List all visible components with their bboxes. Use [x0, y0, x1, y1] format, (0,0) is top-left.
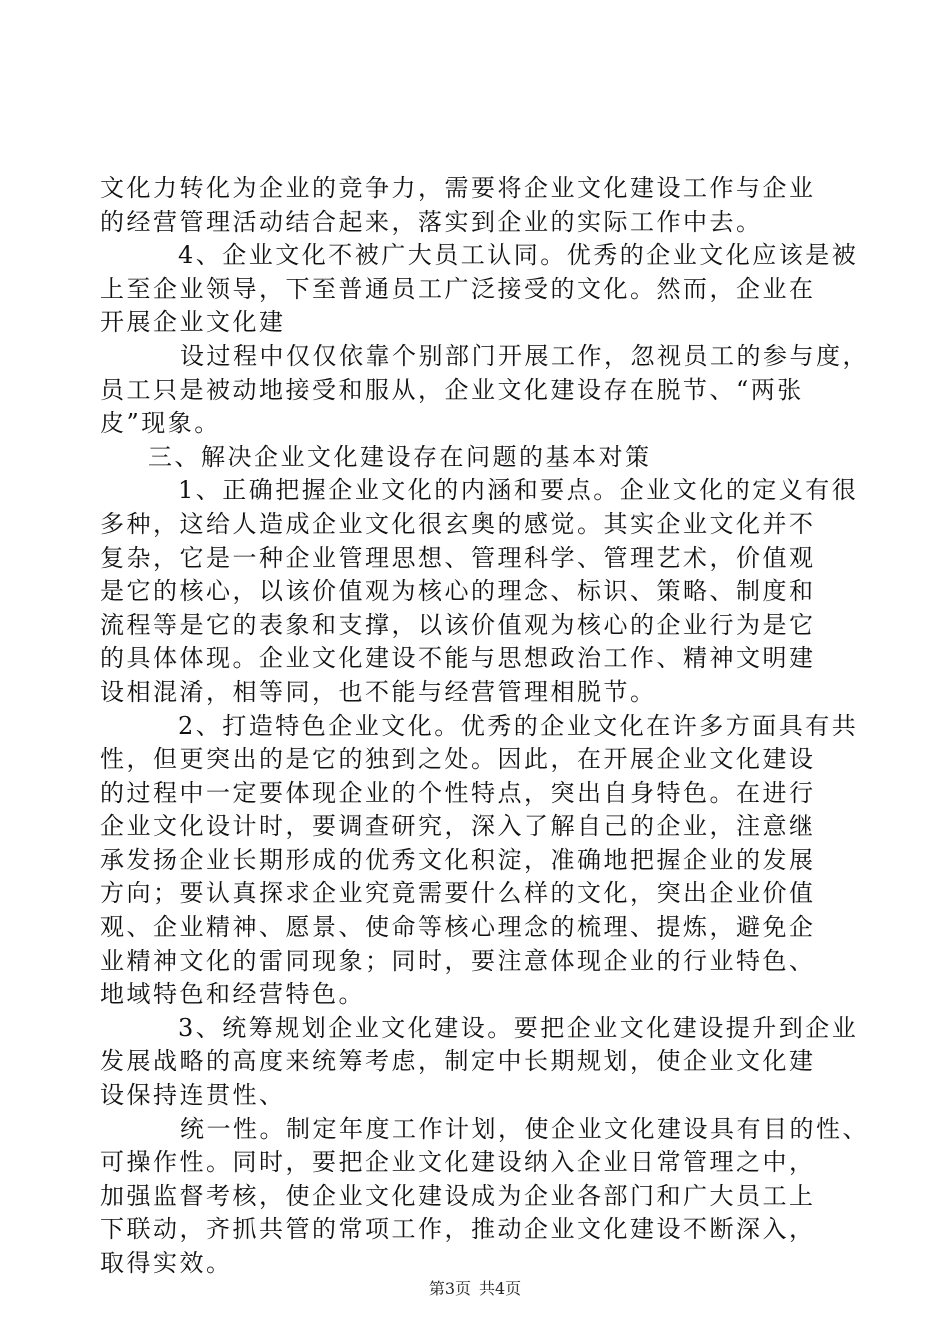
- text-line: 业精神文化的雷同现象；同时，要注意体现企业的行业特色、: [100, 946, 816, 975]
- text-line: 方向；要认真探求企业究竟需要什么样的文化，突出企业价值: [100, 879, 816, 908]
- text-line: 的具体体现。企业文化建设不能与思想政治工作、精神文明建: [100, 644, 816, 673]
- page-total: 共4页: [479, 1279, 522, 1298]
- text-line: 观、企业精神、愿景、使命等核心理念的梳理、提炼，避免企: [100, 913, 816, 942]
- text-line: 下联动，齐抓共管的常项工作，推动企业文化建设不断深入，: [100, 1215, 816, 1244]
- text-line: 取得实效。: [100, 1249, 233, 1277]
- text-line: 设相混淆，相等同，也不能与经营管理相脱节。: [100, 677, 657, 706]
- text-line: 是它的核心，以该价值观为核心的理念、标识、策略、制度和: [100, 577, 816, 606]
- text-line: 承发扬企业长期形成的优秀文化积淀，准确地把握企业的发展: [100, 845, 816, 874]
- text-line: 上至企业领导，下至普通员工广泛接受的文化。然而，企业在: [100, 274, 816, 303]
- text-line: 复杂，它是一种企业管理思想、管理科学、管理艺术，价值观: [100, 543, 816, 572]
- text-line: 企业文化设计时，要调查研究，深入了解自己的企业，注意继: [100, 812, 816, 841]
- text-line: 皮”现象。: [100, 409, 221, 438]
- text-line: 可操作性。同时，要把企业文化建设纳入企业日常管理之中，: [100, 1148, 816, 1177]
- text-line: 多种，这给人造成企业文化很玄奥的感觉。其实企业文化并不: [100, 509, 816, 538]
- page-number: 第3页: [428, 1279, 471, 1298]
- text-line: 三、解决企业文化建设存在问题的基本对策: [148, 442, 652, 471]
- text-line: 加强监督考核，使企业文化建设成为企业各部门和广大员工上: [100, 1181, 816, 1210]
- text-line: 设保持连贯性、: [100, 1081, 286, 1110]
- text-line: 员工只是被动地接受和服从，企业文化建设存在脱节、“两张: [100, 375, 804, 404]
- text-line: 3、统筹规划企业文化建设。要把企业文化建设提升到企业: [178, 1013, 859, 1042]
- body-text: [100, 172, 869, 1281]
- text-line: 文化力转化为企业的竞争力，需要将企业文化建设工作与企业: [100, 174, 816, 202]
- text-line: 地域特色和经营特色。: [100, 980, 365, 1009]
- text-line: 的过程中一定要体现企业的个性特点，突出自身特色。在进行: [100, 778, 816, 807]
- text-line: 设过程中仅仅依靠个别部门开展工作，忽视员工的参与度，: [180, 341, 869, 370]
- text-line: 的经营管理活动结合起来，落实到企业的实际工作中去。: [100, 207, 763, 236]
- page-footer: [0, 1276, 950, 1299]
- text-line: 1、正确把握企业文化的内涵和要点。企业文化的定义有很: [178, 476, 859, 505]
- text-line: 开展企业文化建: [100, 308, 286, 337]
- text-line: 4、企业文化不被广大员工认同。优秀的企业文化应该是被: [178, 241, 859, 270]
- text-line: 发展战略的高度来统筹考虑，制定中长期规划，使企业文化建: [100, 1047, 816, 1076]
- text-line: 统一性。制定年度工作计划，使企业文化建设具有目的性、: [180, 1114, 869, 1143]
- text-line: 流程等是它的表象和支撑，以该价值观为核心的企业行为是它: [100, 610, 816, 639]
- text-line: 性，但更突出的是它的独到之处。因此，在开展企业文化建设: [100, 745, 816, 774]
- text-line: 2、打造特色企业文化。优秀的企业文化在许多方面具有共: [178, 711, 859, 740]
